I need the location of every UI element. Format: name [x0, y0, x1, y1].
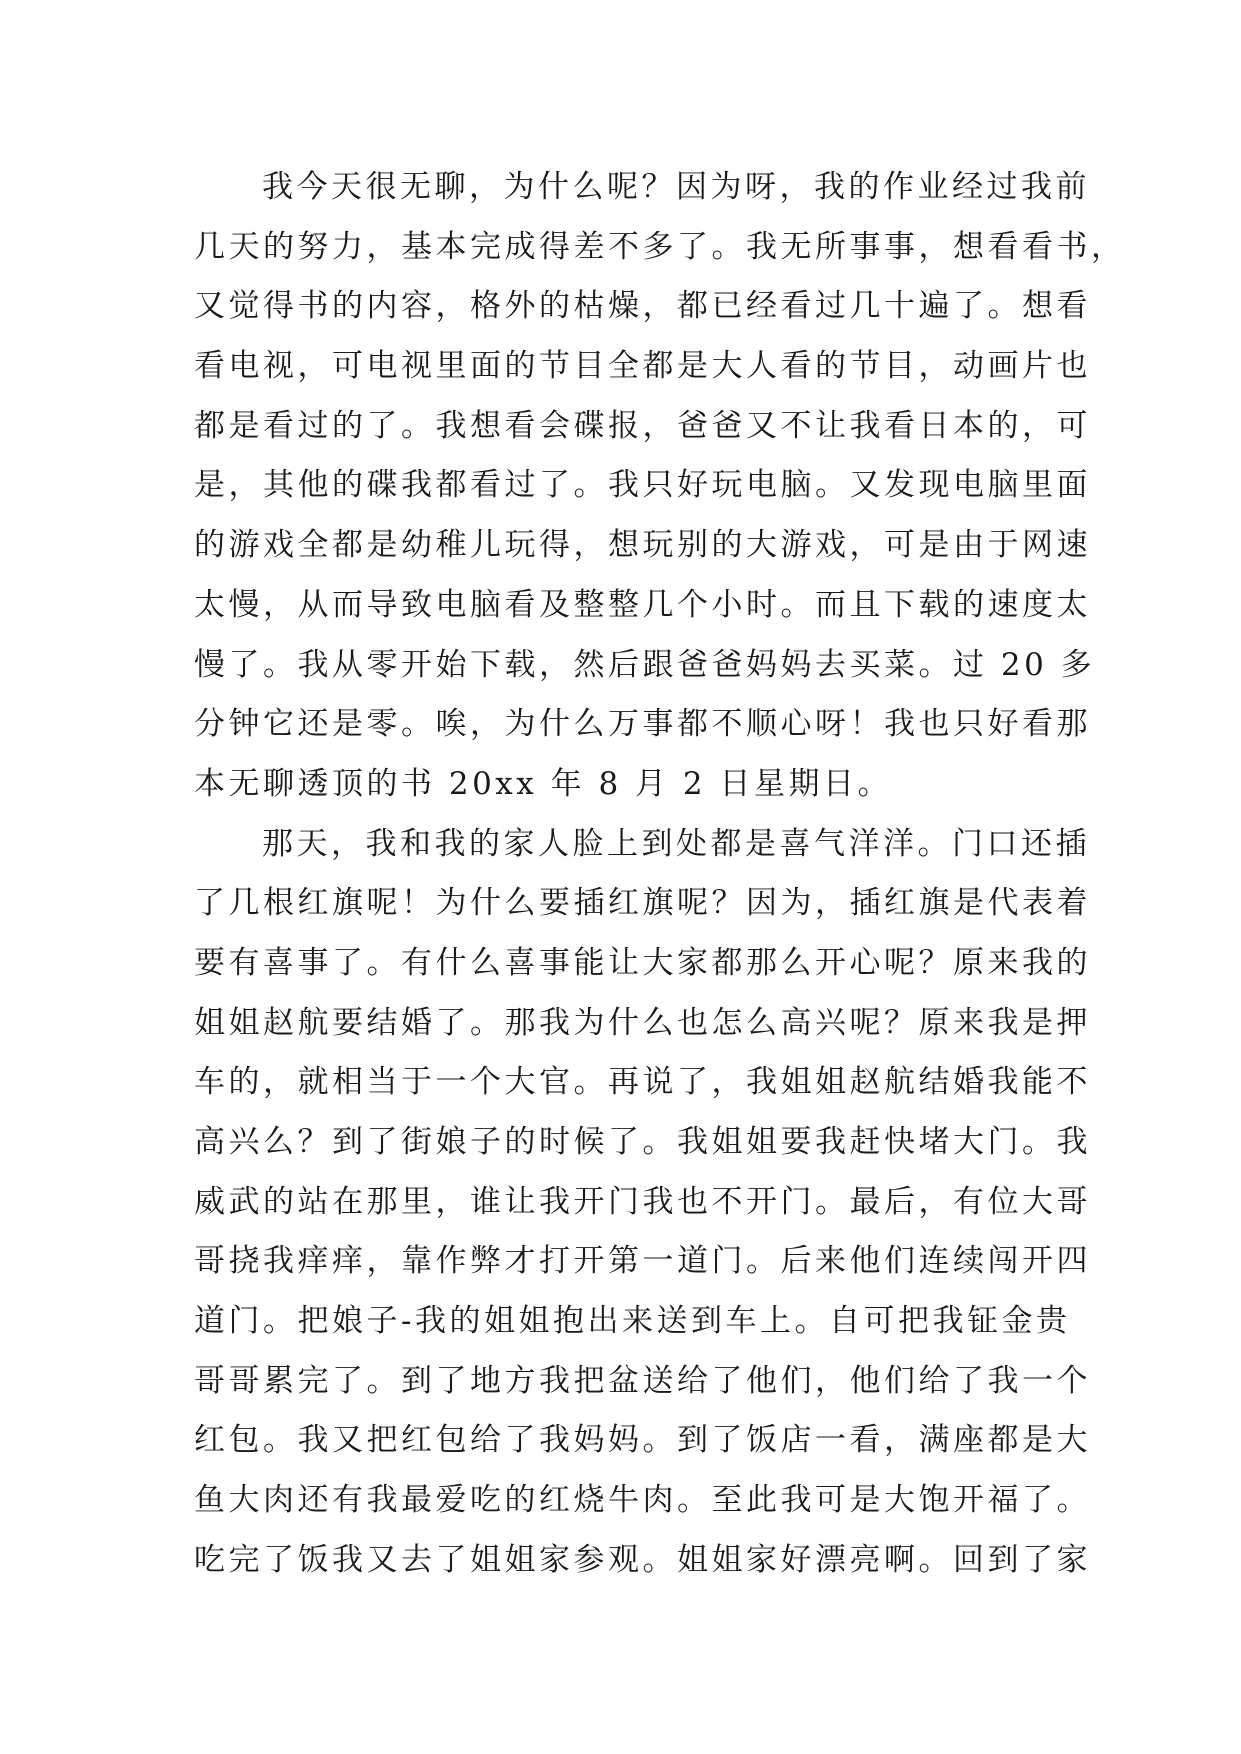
text-line: 太慢，从而导致电脑看及整整几个小时。而且下载的速度太 [194, 586, 1091, 623]
text-line: 几天的努力，基本完成得差不多了。我无所事事，想看看书， [194, 228, 1126, 265]
text-line: 本无聊透顶的书 20xx 年 8 月 2 日星期日。 [194, 765, 892, 802]
text-line: 看电视，可电视里面的节目全都是大人看的节目，动画片也 [194, 348, 1091, 385]
text-line: 要有喜事了。有什么喜事能让大家都那么开心呢？原来我的 [194, 944, 1091, 981]
text-line: 我今天很无聊，为什么呢？因为呀，我的作业经过我前 [262, 169, 1090, 205]
text-line: 哥挠我痒痒，靠作弊才打开第一道门。后来他们连续闯开四 [194, 1243, 1091, 1280]
paragraph-1 [194, 158, 1126, 815]
text-line: 哥哥累完了。到了地方我把盆送给了他们，他们给了我一个 [194, 1362, 1091, 1399]
text-line: 吃完了饭我又去了姐姐家参观。姐姐家好漂亮啊。回到了家 [194, 1541, 1091, 1578]
text-line: 车的，就相当于一个大官。再说了，我姐姐赵航结婚我能不 [194, 1064, 1091, 1101]
document-body [194, 158, 1126, 1591]
text-line: 高兴么？到了街娘子的时候了。我姐姐要我赶快堵大门。我 [194, 1124, 1091, 1160]
paragraph-2 [194, 815, 1091, 1591]
text-line: 的游戏全都是幼稚儿玩得，想玩别的大游戏，可是由于网速 [194, 527, 1091, 564]
text-line: 都是看过的了。我想看会碟报，爸爸又不让我看日本的，可 [194, 407, 1091, 444]
text-line: 那天，我和我的家人脸上到处都是喜气洋洋。门口还插 [262, 825, 1090, 862]
text-line: 姐姐赵航要结婚了。那我为什么也怎么高兴呢？原来我是押 [194, 1004, 1091, 1041]
text-line: 又觉得书的内容，格外的枯燥，都已经看过几十遍了。想看 [194, 288, 1091, 325]
text-line: 红包。我又把红包给了我妈妈。到了饭店一看，满座都是大 [194, 1422, 1091, 1459]
text-line: 道门。把娘子-我的姐姐抱出来送到车上。自可把我钲金贵 [194, 1303, 1071, 1340]
text-line: 是，其他的碟我都看过了。我只好玩电脑。又发现电脑里面 [194, 467, 1091, 504]
text-line: 分钟它还是零。唉，为什么万事都不顺心呀！我也只好看那 [194, 706, 1091, 743]
text-line: 威武的站在那里，谁让我开门我也不开门。最后，有位大哥 [194, 1183, 1091, 1220]
text-line: 鱼大肉还有我最爱吃的红烧牛肉。至此我可是大饱开福了。 [194, 1482, 1091, 1519]
text-line: 了几根红旗呢！为什么要插红旗呢？因为，插红旗是代表着 [194, 885, 1091, 922]
text-line: 慢了。我从零开始下载，然后跟爸爸妈妈去买菜。过 20 多 [194, 646, 1096, 683]
